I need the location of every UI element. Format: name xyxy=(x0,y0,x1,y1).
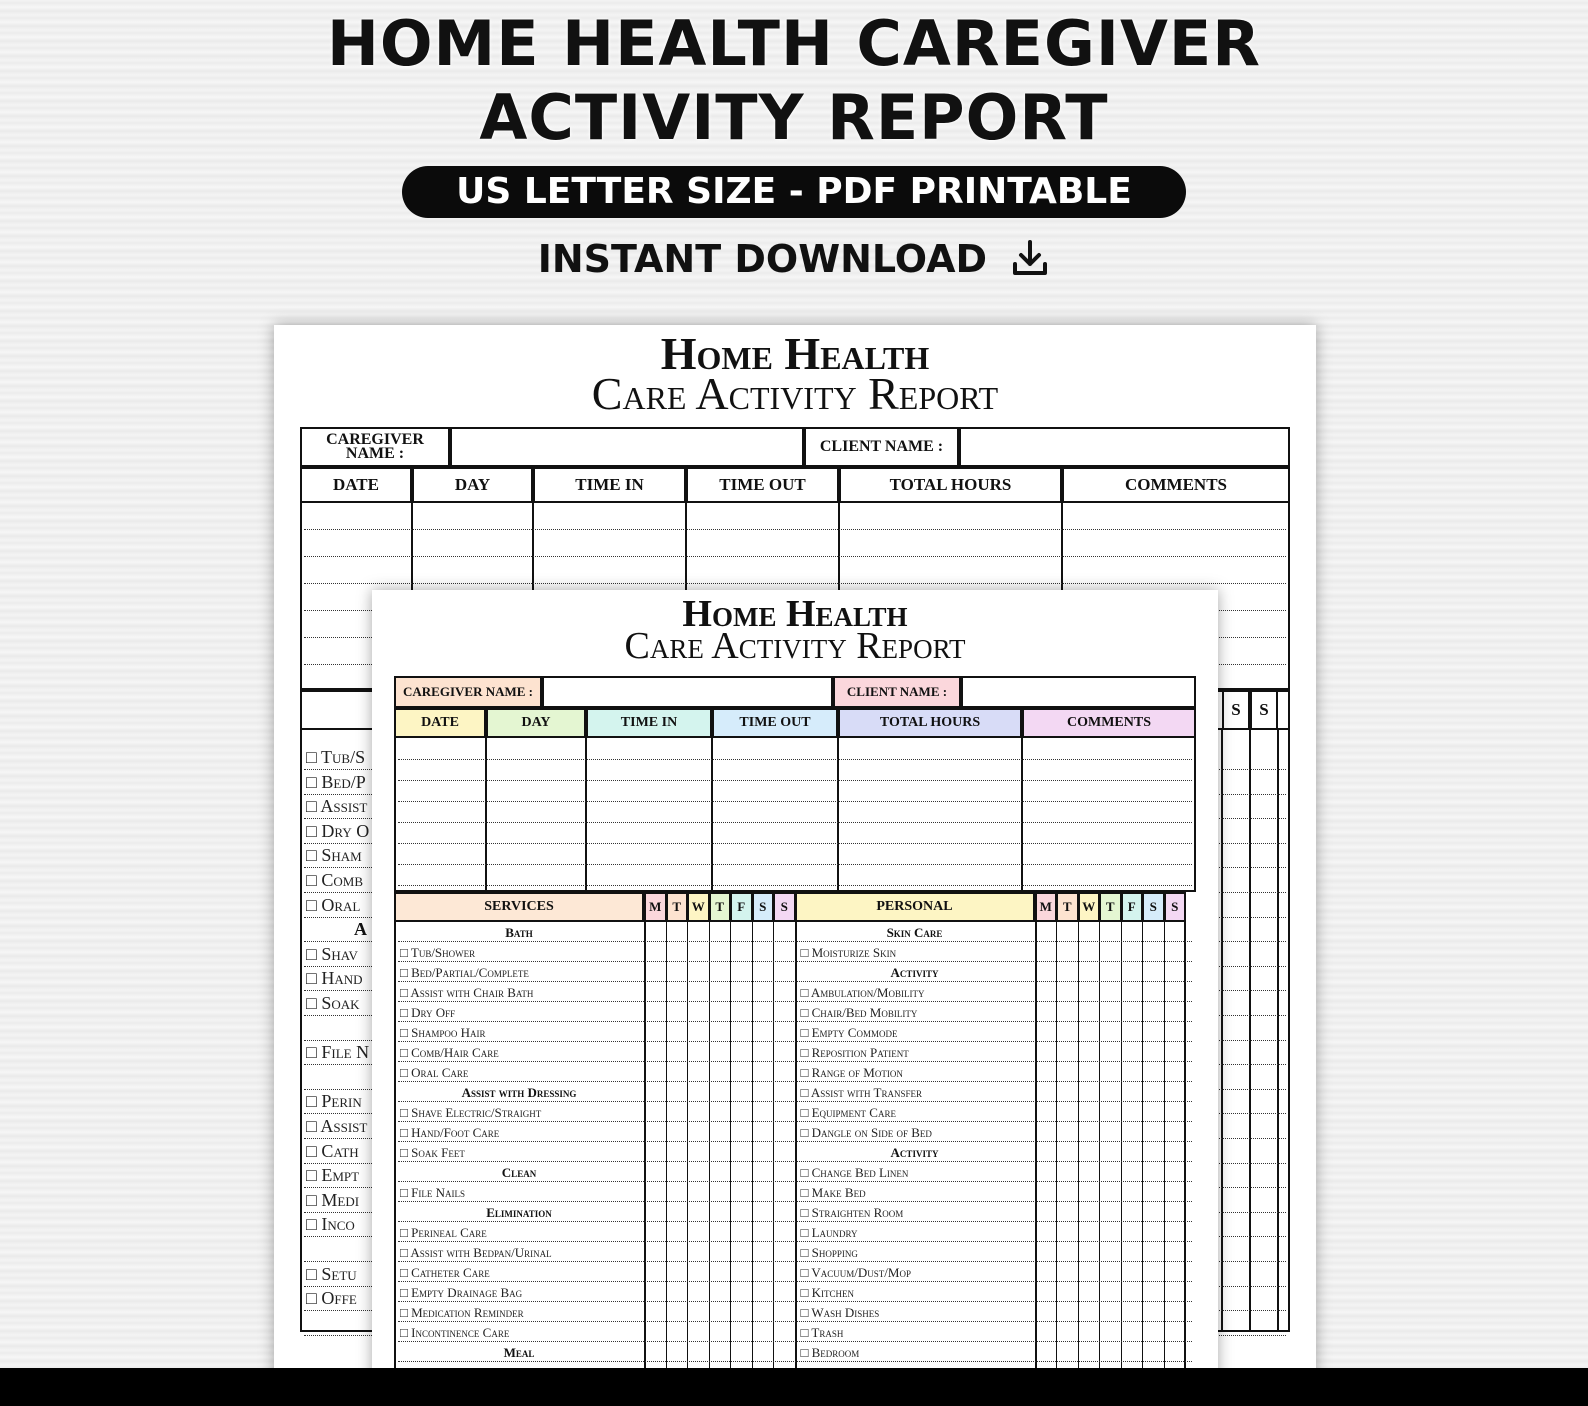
back-col-comments: COMMENTS xyxy=(1062,467,1290,503)
task-row-dots xyxy=(398,1241,1192,1242)
checkbox-icon[interactable]: □ xyxy=(400,1025,412,1040)
personal-day-1: T xyxy=(1056,892,1079,922)
checkbox-icon[interactable]: □ xyxy=(800,945,812,960)
task-grid-left-border xyxy=(394,922,396,1372)
task-row-dots xyxy=(398,1041,1192,1042)
banner-title-line2: ACTIVITY REPORT xyxy=(479,81,1109,154)
log-dots xyxy=(398,759,1192,760)
back-task-label: □ Sham xyxy=(306,845,362,866)
personal-header: PERSONAL xyxy=(795,892,1035,922)
front-form-title: Home Health xyxy=(682,593,908,635)
bottom-bar xyxy=(0,1368,1588,1406)
checkbox-icon[interactable]: □ xyxy=(800,1325,812,1340)
task-row-dots xyxy=(398,1001,1192,1002)
log-divider xyxy=(837,738,839,892)
services-task xyxy=(400,1125,499,1141)
personal-task xyxy=(801,1005,918,1021)
personal-task xyxy=(801,1245,858,1261)
back-task-label: □ Inco xyxy=(306,1214,355,1235)
checkbox-icon[interactable]: □ xyxy=(800,1265,812,1280)
task-label: Straighten Room xyxy=(811,1205,904,1220)
services-task xyxy=(400,1245,552,1261)
personal-task xyxy=(801,1325,844,1341)
services-task xyxy=(400,1325,509,1341)
personal-day-3: T xyxy=(1099,892,1122,922)
back-col-date: DATE xyxy=(300,467,412,503)
task-label: Shampoo Hair xyxy=(411,1025,486,1040)
services-day-4: F xyxy=(730,892,753,922)
services-day-0: M xyxy=(644,892,667,922)
log-divider xyxy=(585,738,587,892)
back-form-title: Home Health xyxy=(660,328,930,379)
services-header: SERVICES xyxy=(394,892,644,922)
log-dots xyxy=(398,780,1192,781)
task-label: Dangle on Side of Bed xyxy=(811,1125,932,1140)
task-label: Incontinence Care xyxy=(411,1325,510,1340)
checkbox-icon[interactable]: □ xyxy=(800,1025,812,1040)
front-sheet xyxy=(372,590,1218,1406)
services-day-3: T xyxy=(709,892,732,922)
services-task xyxy=(400,1045,499,1061)
checkbox-icon[interactable]: □ xyxy=(400,1005,412,1020)
services-day-2: W xyxy=(687,892,710,922)
back-task-label: □ Perin xyxy=(306,1091,362,1112)
size-pill: US LETTER SIZE - PDF PRINTABLE xyxy=(402,166,1186,218)
checkbox-icon[interactable]: □ xyxy=(800,1045,812,1060)
checkbox-icon[interactable]: □ xyxy=(800,1065,812,1080)
checkbox-icon[interactable]: □ xyxy=(800,1125,812,1140)
back-col-time-out: TIME OUT xyxy=(686,467,839,503)
task-label: Range of Motion xyxy=(811,1065,903,1080)
services-task xyxy=(400,1145,465,1161)
services-category: Clean xyxy=(501,1165,537,1180)
back-task-label: □ Oral xyxy=(306,894,361,915)
task-label: Catheter Care xyxy=(411,1265,490,1280)
personal-day-divider xyxy=(1056,922,1057,1372)
back-task-label: □ File N xyxy=(306,1042,370,1063)
services-task xyxy=(400,1305,524,1321)
services-task xyxy=(400,1285,522,1301)
checkbox-icon[interactable]: □ xyxy=(800,1005,812,1020)
services-task xyxy=(400,1185,465,1201)
task-row-dots xyxy=(398,1181,1192,1182)
checkbox-icon[interactable]: □ xyxy=(400,1325,412,1340)
log-divider xyxy=(1021,738,1023,892)
checkbox-icon[interactable]: □ xyxy=(400,945,411,960)
services-category: Elimination xyxy=(486,1205,552,1220)
banner-title-line1: HOME HEALTH CAREGIVER xyxy=(326,7,1262,80)
back-task-label: A xyxy=(354,919,367,940)
personal-task xyxy=(801,1265,911,1281)
back-task-label: □ Setu xyxy=(306,1263,357,1284)
services-task xyxy=(400,985,533,1001)
task-row-dots xyxy=(398,1101,1192,1102)
checkbox-icon[interactable]: □ xyxy=(800,1225,812,1240)
services-day-1: T xyxy=(666,892,689,922)
checkbox-icon[interactable]: □ xyxy=(800,1345,812,1360)
checkbox-icon[interactable]: □ xyxy=(400,985,411,1000)
services-task xyxy=(400,1065,468,1081)
personal-task xyxy=(801,1225,858,1241)
download-label: INSTANT DOWNLOAD xyxy=(537,237,988,281)
checkbox-icon[interactable]: □ xyxy=(400,1145,412,1160)
back-client-field xyxy=(959,427,1290,467)
checkbox-icon[interactable]: □ xyxy=(800,1285,812,1300)
task-label: Medication Reminder xyxy=(411,1305,524,1320)
checkbox-icon[interactable]: □ xyxy=(800,1105,812,1120)
personal-category: Activity xyxy=(890,1145,939,1160)
checkbox-icon[interactable]: □ xyxy=(400,1305,412,1320)
back-task-label: □ Empt xyxy=(306,1165,360,1186)
back-task-label: □ Offe xyxy=(306,1288,357,1309)
col-header-total-hours: TOTAL HOURS xyxy=(838,708,1022,738)
back-log-dots xyxy=(304,556,1286,557)
task-label: Shopping xyxy=(811,1245,858,1260)
back-task-label: □ Dry O xyxy=(306,820,370,841)
client-label: CLIENT NAME : xyxy=(833,676,961,708)
client-name-field xyxy=(961,676,1196,708)
personal-day-divider xyxy=(1121,922,1122,1372)
back-task-label: □ Hand xyxy=(306,968,363,989)
task-label: Perineal Care xyxy=(411,1225,487,1240)
task-row-dots xyxy=(398,1081,1192,1082)
task-label: Equipment Care xyxy=(811,1105,896,1120)
back-task-label: □ Bed/P xyxy=(306,771,366,792)
task-label: Empty Drainage Bag xyxy=(411,1285,523,1300)
back-col-time-in: TIME IN xyxy=(533,467,686,503)
personal-task xyxy=(801,1125,932,1141)
task-label: Moisturize Skin xyxy=(811,945,897,960)
personal-day-2: W xyxy=(1078,892,1101,922)
task-row-dots xyxy=(398,941,1192,942)
services-day-divider xyxy=(644,922,646,1372)
task-row-dots xyxy=(398,1301,1192,1302)
personal-day-divider xyxy=(1099,922,1100,1372)
services-task xyxy=(400,1005,455,1021)
personal-day-6: S xyxy=(1164,892,1187,922)
task-label: Change Bed Linen xyxy=(811,1165,909,1180)
log-divider xyxy=(485,738,487,892)
back-caregiver-field xyxy=(450,427,804,467)
task-label: Empty Commode xyxy=(811,1025,898,1040)
services-category: Bath xyxy=(505,925,533,940)
task-label: Laundry xyxy=(811,1225,858,1240)
col-header-time-out: TIME OUT xyxy=(712,708,838,738)
checkbox-icon[interactable]: □ xyxy=(400,1105,412,1120)
services-task xyxy=(400,1265,490,1281)
services-day-5: S xyxy=(752,892,775,922)
back-task-label: □ Soak xyxy=(306,993,360,1013)
back-task-label: □ Tub/S xyxy=(306,747,366,767)
services-day-divider xyxy=(709,922,710,1372)
log-divider xyxy=(711,738,713,892)
col-header-date: DATE xyxy=(394,708,486,738)
back-caregiver-label: CAREGIVER NAME : xyxy=(300,427,450,467)
back-log-dots xyxy=(304,529,1286,530)
task-label: Ambulation/Mobility xyxy=(810,985,925,1000)
task-label: Shave Electric/Straight xyxy=(411,1105,542,1120)
task-row-dots xyxy=(398,1361,1192,1362)
back-task-label: □ Assist xyxy=(306,796,368,817)
task-label: Trash xyxy=(811,1325,844,1340)
services-task xyxy=(400,1225,487,1241)
back-task-label: □ Medi xyxy=(306,1189,360,1210)
personal-category: Skin Care xyxy=(886,925,943,940)
checkbox-icon[interactable]: □ xyxy=(800,1305,812,1320)
services-category: Meal xyxy=(503,1345,535,1360)
task-label: Reposition Patient xyxy=(811,1045,909,1060)
back-task-label: □ Comb xyxy=(306,870,363,890)
task-label: Make Bed xyxy=(811,1185,866,1200)
services-task xyxy=(400,1105,541,1121)
task-label: Comb/Hair Care xyxy=(411,1045,499,1060)
checkbox-icon[interactable]: □ xyxy=(400,965,412,980)
personal-day-0: M xyxy=(1035,892,1058,922)
caregiver-name-field xyxy=(542,676,833,708)
checkbox-icon[interactable]: □ xyxy=(400,1265,412,1280)
services-day-divider xyxy=(752,922,753,1372)
task-label: Soak Feet xyxy=(411,1145,465,1160)
instant-download xyxy=(0,234,1588,284)
task-row-dots xyxy=(398,1021,1192,1022)
services-day-divider xyxy=(687,922,688,1372)
log-dots xyxy=(398,801,1192,802)
checkbox-icon[interactable]: □ xyxy=(400,1125,412,1140)
checkbox-icon[interactable]: □ xyxy=(800,985,811,1000)
task-row-dots xyxy=(398,1321,1192,1322)
personal-task xyxy=(801,985,925,1001)
task-label: Dry Off xyxy=(411,1005,456,1020)
personal-task xyxy=(801,1285,855,1301)
checkbox-icon[interactable]: □ xyxy=(400,1225,412,1240)
task-label: Kitchen xyxy=(811,1285,854,1300)
back-day-header: S xyxy=(1250,690,1278,730)
task-row-dots xyxy=(398,1061,1192,1062)
task-label: Chair/Bed Mobility xyxy=(811,1005,918,1020)
task-label: Assist with Bedpan/Urinal xyxy=(410,1245,552,1260)
personal-task xyxy=(801,1065,903,1081)
back-col-day: DAY xyxy=(412,467,533,503)
personal-day-divider xyxy=(1185,922,1186,1372)
task-row-dots xyxy=(398,1261,1192,1262)
personal-task xyxy=(801,1345,860,1361)
task-row-dots xyxy=(398,1341,1192,1342)
col-header-time-in: TIME IN xyxy=(586,708,712,738)
back-day-header: S xyxy=(1222,690,1250,730)
personal-category: Activity xyxy=(890,965,939,980)
task-label: Bedroom xyxy=(811,1345,860,1360)
back-day-divider xyxy=(1249,730,1251,1330)
task-row-dots xyxy=(398,961,1192,962)
back-task-label: □ Assist xyxy=(306,1116,368,1136)
personal-day-divider xyxy=(1078,922,1079,1372)
checkbox-icon[interactable]: □ xyxy=(800,1165,812,1180)
personal-task xyxy=(801,1025,898,1041)
personal-task xyxy=(801,1185,866,1201)
log-dots xyxy=(398,885,1192,886)
checkbox-icon[interactable]: □ xyxy=(400,1065,412,1080)
back-form-subtitle: Care Activity Report xyxy=(591,368,999,419)
personal-task xyxy=(801,1045,909,1061)
log-area xyxy=(394,738,1196,892)
services-category: Assist with Dressing xyxy=(461,1085,577,1100)
task-label: Assist with Chair Bath xyxy=(410,985,534,1000)
caregiver-label: CAREGIVER NAME : xyxy=(394,676,542,708)
personal-task xyxy=(801,1165,909,1181)
back-day-divider xyxy=(1277,730,1279,1330)
checkbox-icon[interactable]: □ xyxy=(800,1085,811,1100)
personal-day-divider xyxy=(1035,922,1037,1372)
task-label: Bed/Partial/Complete xyxy=(411,965,529,980)
personal-day-4: F xyxy=(1121,892,1144,922)
checkbox-icon[interactable]: □ xyxy=(800,1205,812,1220)
task-row-dots xyxy=(398,1121,1192,1122)
back-col-total-hours: TOTAL HOURS xyxy=(839,467,1062,503)
task-label: Oral Care xyxy=(411,1065,469,1080)
back-task-label: □ Shav xyxy=(306,943,358,964)
checkbox-icon[interactable]: □ xyxy=(400,1285,412,1300)
personal-task xyxy=(801,1085,923,1101)
checkbox-icon[interactable]: □ xyxy=(400,1245,411,1260)
task-label: Vacuum/Dust/Mop xyxy=(811,1265,911,1280)
back-right-border xyxy=(1288,730,1290,1330)
task-row-dots xyxy=(398,1201,1192,1202)
task-row-dots xyxy=(398,981,1192,982)
task-label: Hand/Foot Care xyxy=(411,1125,500,1140)
col-header-day: DAY xyxy=(486,708,586,738)
task-row-dots xyxy=(398,1161,1192,1162)
back-log-dots xyxy=(304,583,1286,584)
task-label: Assist with Transfer xyxy=(810,1085,922,1100)
services-day-divider xyxy=(773,922,774,1372)
back-task-label: □ Cath xyxy=(306,1140,359,1161)
col-header-comments: COMMENTS xyxy=(1022,708,1196,738)
back-left-border xyxy=(300,730,302,1330)
log-dots xyxy=(398,822,1192,823)
download-icon xyxy=(1010,238,1050,278)
back-day-divider xyxy=(1221,730,1223,1330)
services-day-divider xyxy=(666,922,667,1372)
services-task xyxy=(400,965,529,981)
log-dots xyxy=(398,864,1192,865)
task-label: File Nails xyxy=(411,1185,465,1200)
services-day-6: S xyxy=(773,892,796,922)
front-form-subtitle: Care Activity Report xyxy=(624,625,966,667)
personal-task xyxy=(801,1205,904,1221)
task-row-dots xyxy=(398,1281,1192,1282)
personal-task xyxy=(801,1305,880,1321)
checkbox-icon[interactable]: □ xyxy=(400,1185,412,1200)
checkbox-icon[interactable]: □ xyxy=(800,1245,812,1260)
checkbox-icon[interactable]: □ xyxy=(400,1045,412,1060)
task-row-dots xyxy=(398,1141,1192,1142)
personal-task xyxy=(801,1105,896,1121)
back-client-label: CLIENT NAME : xyxy=(804,427,959,467)
personal-day-divider xyxy=(1164,922,1165,1372)
services-task xyxy=(400,945,475,961)
log-dots xyxy=(398,843,1192,844)
task-label: Tub/Shower xyxy=(410,945,476,960)
personal-day-5: S xyxy=(1142,892,1165,922)
task-label: Wash Dishes xyxy=(811,1305,880,1320)
services-task xyxy=(400,1025,485,1041)
task-row-dots xyxy=(398,1221,1192,1222)
personal-day-divider xyxy=(1142,922,1143,1372)
checkbox-icon[interactable]: □ xyxy=(800,1185,812,1200)
services-day-divider xyxy=(730,922,731,1372)
personal-task xyxy=(801,945,897,961)
